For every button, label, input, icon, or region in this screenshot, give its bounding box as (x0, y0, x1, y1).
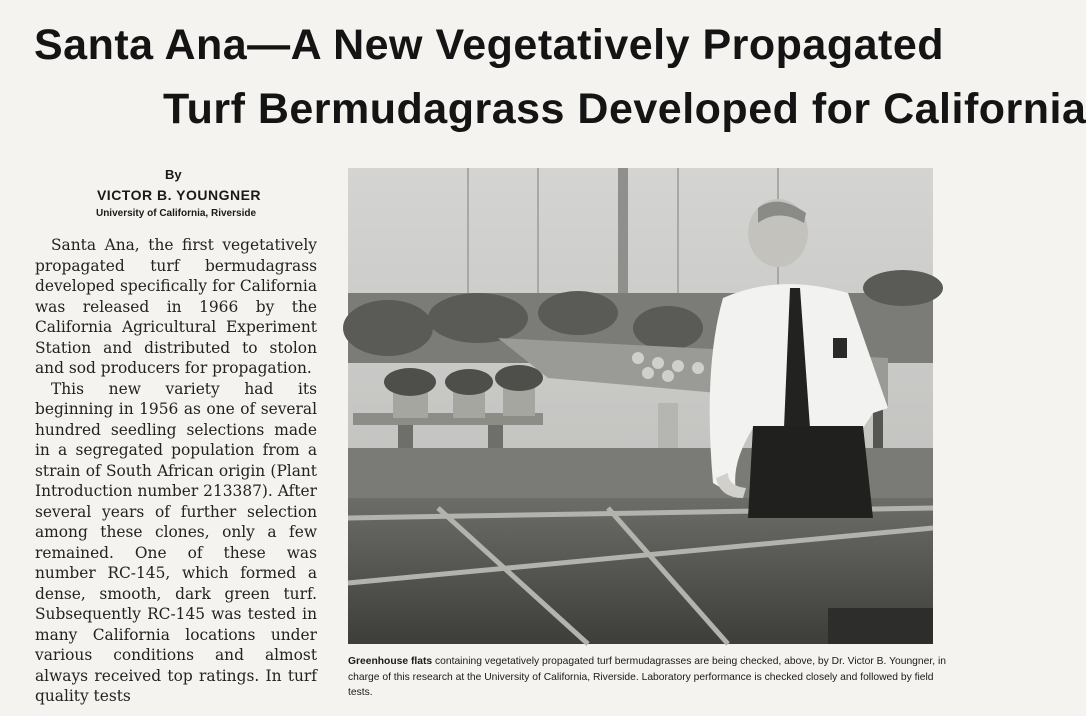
article-title-line-1: Santa Ana—A New Vegetatively Propagated (34, 21, 945, 69)
photo-caption (348, 654, 948, 701)
article-title-line-2: Turf Bermudagrass Developed for California (163, 85, 1086, 133)
byline-by: By (165, 167, 182, 182)
photo-illustration (348, 168, 933, 644)
author-name: VICTOR B. YOUNGNER (96, 187, 262, 203)
body-paragraph: This new variety had its beginning in 1956 as one of several hundred seedling selections made in a segregated population from a strain of South African origin (Plant Introduction number 213387). After several years of further selection among these clones, only a few remained. One of these was number RC-145, which formed a dense, smooth, dark green turf. Subsequently RC-145 was tested in many California locations under various conditions and almost always received top ratings. In turf quality tests (35, 379, 317, 705)
greenhouse-photo (348, 168, 933, 644)
author-affiliation: University of California, Riverside (95, 208, 257, 219)
caption-text: containing vegetatively propagated turf bermudagrasses are being checked, above, by Dr. Victor B. Youngner, in charge of this research at the University of California, Riverside. Laboratory performance is checked closely and followed by field tests. (348, 656, 946, 698)
caption-lead: Greenhouse flats (348, 656, 433, 667)
article-body (35, 235, 317, 716)
body-paragraph: Santa Ana, the first vegetatively propagated turf bermudagrass developed specifically for California was released in 1966 by the California Agricultural Experiment Station and distributed to stolon and sod producers for propagation. (35, 236, 317, 377)
